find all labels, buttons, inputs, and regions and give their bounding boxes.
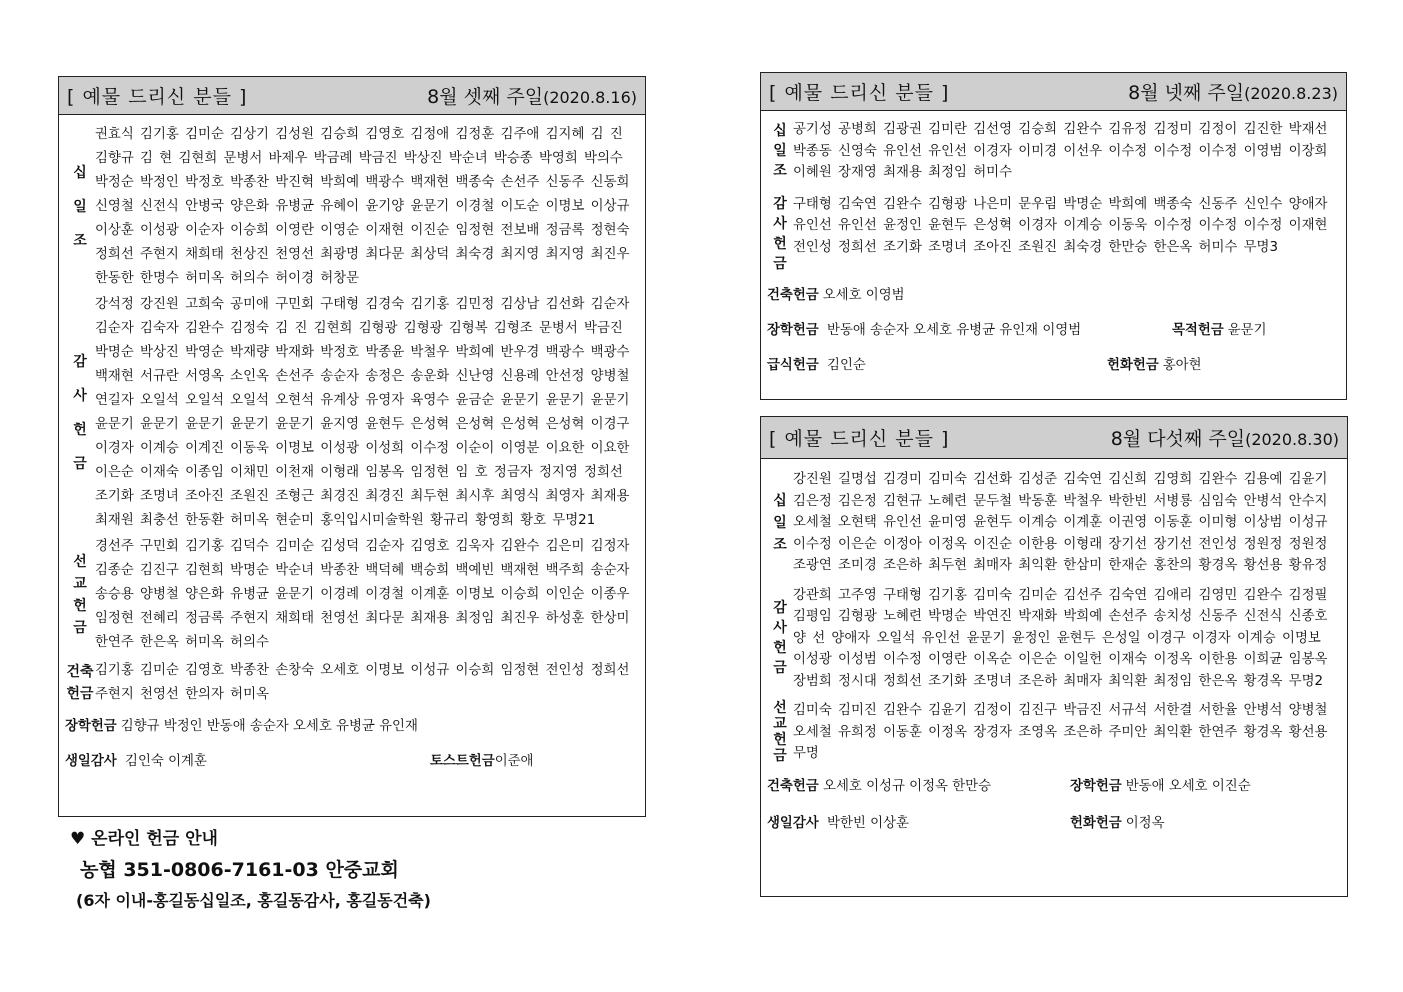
toast-label: 토스트헌금 [430, 754, 495, 769]
thanks-section [767, 585, 1339, 693]
tithe-section [65, 123, 637, 291]
building-names: 오세호 이영범 [822, 287, 905, 303]
tithe-section [767, 469, 1339, 577]
tithe-label: 십 일 조 [73, 165, 87, 249]
tithe-names: 공기성 공병희 김광권 김미란 김선영 김승희 김완수 김유정 김정미 김정이 김진한 박재선 박종동 신영숙 유인선 유인선 이경자 이미경 이선우 이수정 이수정 이수정 이영범 이장희 이혜원 장재영 최재용 최정임 허미수 [793, 122, 1328, 180]
building-section [65, 659, 637, 707]
mission-names: 경선주 구민회 김기홍 김덕수 김미순 김성덕 김순자 김영호 김욱자 김완수 김은미 김정자 김종순 김진구 김현희 박명순 박순녀 박종찬 백덕혜 백승희 백예빈 백재현 백주희 송순자 송승용 양병철 양은화 유병균 윤문기 이경례 이경철 이계훈 이명보 이승희 이인순 이종우 임정현 전혜리 정금록 주현지 채희태 천영선 최다문 최재용 최정임 최진우 하성훈 한상미 한연주 한은옥 허미옥 허의수 [95, 539, 630, 650]
thanks-section [767, 194, 1338, 274]
birthday-names: 김인숙 이계훈 [125, 754, 207, 769]
heart-icon: ♥ [70, 829, 86, 849]
mission-section [65, 535, 637, 655]
box-title: [ 예물 드리신 분들 ] [769, 428, 950, 450]
flower-label: 헌화헌금 [1107, 357, 1159, 373]
scholarship-label: 장학헌금 [767, 322, 819, 338]
building-row [767, 775, 1339, 794]
meal-row [767, 354, 1338, 373]
mission-names: 김미숙 김미진 김완수 김윤기 김정이 김진구 박금진 서규석 서한결 서한율 안병석 양병철 오세철 유희정 이동훈 이정옥 장경자 조영옥 조은하 주미안 최익환 한연주 황경옥 황선용 무명 [793, 703, 1328, 761]
mission-label: 선 교 헌 금 [773, 700, 787, 765]
purpose-label: 목적헌금 [1172, 322, 1224, 338]
building-names: 오세호 이성규 이정옥 한만승 [823, 778, 992, 794]
box-title: [ 예물 드리신 분들 ] [769, 82, 950, 104]
birthday-names: 박한빈 이상훈 [827, 815, 909, 831]
flower-names: 이정옥 [1125, 815, 1165, 831]
box-header [761, 73, 1346, 111]
tithe-label: 십 일 조 [773, 123, 787, 180]
thanks-names: 구태형 김숙연 김완수 김형광 나은미 문우림 박명순 박희예 백종숙 신동주 신인수 양애자 유인선 유인선 윤정인 윤현두 은성혁 이경자 이계승 이동욱 이수정 이수정 이수정 이재현 전인성 정희선 조기화 조명녀 조아진 조원진 최숙경 한만승 한은옥 허미수 무명3 [793, 196, 1328, 255]
flower-label: 헌화헌금 [1070, 815, 1122, 831]
offering-box-aug-30 [760, 416, 1348, 897]
scholarship-label: 장학헌금 [65, 719, 117, 734]
flower-names: 홍아현 [1162, 357, 1202, 373]
box-header [59, 77, 645, 115]
box-date: 8월 넷째 주일(2020.8.23) [1128, 82, 1338, 104]
birthday-row [767, 812, 1339, 831]
scholarship-names: 김향규 박정인 반동애 송순자 오세호 유병균 유인재 [120, 719, 418, 734]
offering-box-aug-16 [58, 76, 646, 817]
building-names: 김기홍 김미순 김영호 박종찬 손창숙 오세호 이명보 이성규 이승희 임정현 전인성 정희선 주현지 천영선 한의자 허미옥 [95, 663, 630, 702]
tithe-label: 십 일 조 [773, 492, 787, 553]
building-label: 건축헌금 [767, 778, 819, 794]
tithe-names: 권효식 김기홍 김미순 김상기 김성원 김승희 김영호 김정애 김정훈 김주애 김지혜 김 진 김향규 김 현 김현희 문병서 바제우 박금례 박금진 박상진 박순녀 박승종 박영희 박의수 박정순 박정인 박정호 박종찬 박진혁 박희예 백광수 백재현 백종숙 손선주 신동주 신동희 신영철 신전식 안병국 양은화 유병균 유혜이 윤기양 윤문기 이경철 이도순 이명보 이상규 이상훈 이성광 이순자 이승희 이영란 이영순 이재현 이진순 임정현 전보배 정금록 정현숙 정희선 주현지 채희태 천상진 천영선 최광명 최다문 최상덕 최숙경 최지영 최지영 최진우 한동한 한명수 허미옥 허의수 허이경 허창문 [95, 127, 630, 286]
building-label: 건축헌금 [767, 287, 819, 303]
thanks-label: 감 사 헌 금 [773, 195, 787, 272]
mission-section [767, 700, 1339, 765]
bank-account: 농협 351-0806-7161-03 안중교회 [80, 859, 399, 881]
building-row [767, 284, 1338, 303]
thanks-names: 강관희 고주영 구태형 김기홍 김미숙 김미순 김선주 김숙연 김애리 김영민 김완수 김정필 김평임 김형광 노혜련 박명순 박연진 박재화 박희예 손선주 송치성 신동주 신전식 신종호 양 선 양애자 오일석 유인선 윤문기 윤정인 윤현두 은성일 이경구 이경자 이계승 이명보 이성광 이성범 이수정 이영란 이옥순 이은순 이일헌 이재숙 이정옥 이한용 이희균 임봉옥 장범희 정시대 정희선 조기화 조명녀 조은하 최매자 최익환 최정임 한은옥 황경옥 무명2 [793, 587, 1328, 689]
tithe-section [767, 119, 1338, 184]
scholarship-row [65, 715, 637, 734]
scholarship-names: 반동애 오세호 이진순 [1125, 778, 1251, 794]
mission-label: 선 교 헌 금 [73, 554, 87, 636]
thanks-label: 감 사 헌 금 [73, 354, 87, 472]
account-note: (6자 이내-홍길동십일조, 홍길동감사, 홍길동건축) [76, 891, 431, 910]
toast-names: 이준애 [494, 754, 534, 769]
online-offering-heading [70, 824, 218, 849]
purpose-names: 윤문기 [1227, 322, 1267, 338]
thanks-section [65, 293, 637, 533]
birthday-label: 생일감사 [65, 754, 117, 769]
box-date: 8월 다섯째 주일(2020.8.30) [1110, 428, 1339, 450]
thanks-label: 감 사 헌 금 [773, 600, 787, 677]
meal-label: 급식헌금 [767, 357, 819, 373]
thanks-names: 강석정 강진원 고희숙 공미애 구민회 구태형 김경숙 김기홍 김민정 김상남 김선화 김순자 김순자 김숙자 김완수 김정숙 김 진 김현희 김형광 김형광 김형복 김형조 문병서 박금진 박명순 박상진 박영순 박재량 박재화 박정호 박종윤 박철우 박희예 반우경 백광수 백광수 백재현 서규란 서영옥 소인옥 손선주 송순자 송정은 송운화 신난영 신용례 안선정 양병철 연길자 오일석 오일석 오일석 오현석 유계상 유영자 육영수 윤금순 윤문기 윤문기 윤문기 윤문기 윤문기 윤문기 윤문기 윤문기 윤지영 윤현두 은성혁 은성혁 은성혁 은성혁 이경구 이경자 이계승 이계진 이동욱 이명보 이성광 이성희 이수정 이순이 이영분 이요한 이요한 이은순 이재숙 이종임 이채민 이천재 이형래 임봉옥 임정현 임 호 정금자 정지영 정희선 조기화 조명녀 조아진 조원진 조형근 최경진 최경진 최두현 최시후 최영식 최영자 최재용 최재원 최충선 한동환 허미옥 현순미 홍익입시미술학원 황규리 황영희 황호 무명21 [95, 297, 630, 528]
scholarship-row [767, 319, 1338, 338]
box-header [761, 417, 1347, 459]
box-date: 8월 셋째 주일(2020.8.16) [427, 86, 637, 108]
building-label: 건축 헌금 [66, 664, 94, 702]
birthday-row [65, 750, 637, 769]
birthday-label: 생일감사 [767, 815, 819, 831]
box-title: [ 예물 드리신 분들 ] [67, 86, 248, 108]
meal-names: 김인순 [827, 357, 866, 373]
online-offering-title: 온라인 헌금 안내 [91, 829, 218, 849]
scholarship-names: 반동애 송순자 오세호 유병균 유인재 이영범 [827, 322, 1082, 338]
tithe-names: 강진원 길명섭 김경미 김미숙 김선화 김성준 김숙연 김신희 김영희 김완수 김용예 김윤기 김은정 김은정 김현규 노혜련 문두철 박동훈 박철우 박한빈 서병룡 심임숙 안병석 안수지 오세철 오현택 유인선 윤미영 윤현두 이계승 이계훈 이권영 이동훈 이미형 이상범 이성규 이수정 이은순 이정아 이정옥 이진순 이한용 이형래 장기선 장기선 전인성 정원정 정원정 조광연 조미경 조은하 최두현 최매자 최익환 한삼미 한재순 홍찬의 황경옥 황선용 황유정 [793, 472, 1328, 573]
scholarship-label: 장학헌금 [1070, 778, 1122, 794]
offering-box-aug-23 [760, 72, 1347, 400]
